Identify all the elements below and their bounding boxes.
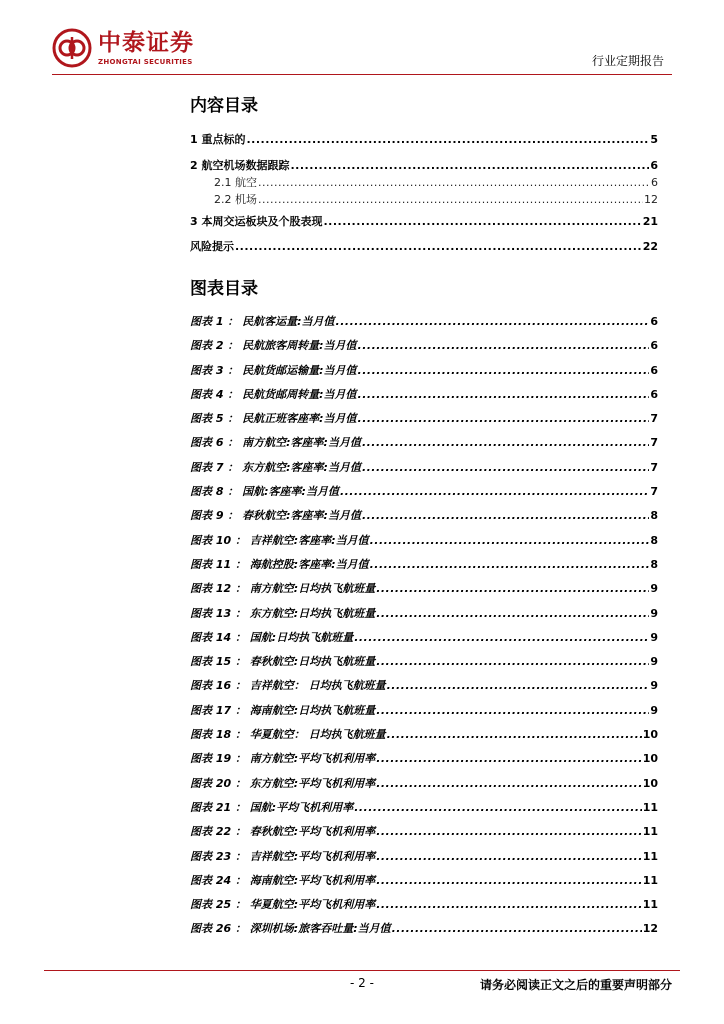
figure-entry-page: 11 (642, 800, 658, 814)
figure-entry-label: 图表 24 ： 海南航空:平均飞机利用率 (190, 873, 376, 887)
toc-leader (376, 825, 641, 839)
figure-toc-entry[interactable] (190, 558, 658, 582)
toc-leader (358, 388, 650, 402)
toc-leader (336, 315, 650, 329)
toc-leader (376, 850, 641, 864)
toc-entry-page: 21 (642, 215, 658, 228)
toc-leader (376, 752, 641, 766)
figure-entry-page: 7 (650, 436, 658, 450)
figure-entry-page: 6 (650, 339, 658, 353)
figure-toc-entry[interactable] (190, 704, 658, 728)
figure-toc-entry[interactable] (190, 315, 658, 339)
figure-entry-page: 8 (650, 557, 658, 571)
page-header (0, 0, 724, 80)
figure-entry-label: 图表 16 ： 吉祥航空： 日均执飞航班量 (190, 679, 386, 693)
figure-toc-entry[interactable] (190, 898, 658, 922)
figure-toc-entry[interactable] (190, 825, 658, 849)
figure-entry-label: 图表 19 ： 南方航空:平均飞机利用率 (190, 752, 376, 766)
figure-toc-entry[interactable] (190, 412, 658, 436)
figure-entry-label: 图表 12 ： 南方航空:日均执飞航班量 (190, 582, 376, 596)
figure-entry-page: 8 (650, 509, 658, 523)
toc-entry[interactable] (190, 159, 658, 173)
figure-toc-entry[interactable] (190, 850, 658, 874)
toc-leader (340, 485, 649, 499)
figure-entry-page: 12 (642, 922, 658, 936)
figure-entry-label: 图表 9 ： 春秋航空:客座率:当月值 (190, 509, 361, 523)
toc-entry-label: 3 本周交运板块及个股表现 (190, 215, 323, 228)
figure-entry-page: 9 (650, 679, 658, 693)
figure-entry-page: 11 (642, 849, 658, 863)
figure-toc-entry[interactable] (190, 728, 658, 752)
figure-entry-label: 图表 3 ： 民航货邮运输量:当月值 (190, 363, 357, 377)
figure-entry-label: 图表 22 ： 春秋航空:平均飞机利用率 (190, 825, 376, 839)
toc-leader (376, 582, 649, 596)
toc-leader (376, 874, 641, 888)
figure-entry-page: 6 (650, 387, 658, 401)
toc-leader (376, 607, 649, 621)
figure-entry-label: 图表 1 ： 民航客运量:当月值 (190, 315, 335, 328)
figure-entry-label: 图表 17 ： 海南航空:日均执飞航班量 (190, 703, 376, 717)
toc-leader (246, 133, 649, 147)
toc-leader (362, 509, 649, 523)
toc-entry-page: 22 (642, 240, 658, 253)
toc-entry-label: 1 重点标的 (190, 133, 246, 146)
figure-entry-label: 图表 13 ： 东方航空:日均执飞航班量 (190, 606, 376, 620)
toc-entry-label: 2.2 机场 (214, 193, 257, 206)
toc-leader (362, 461, 649, 475)
zhongtai-logo-icon (52, 28, 92, 68)
figure-entry-label: 图表 20 ： 东方航空:平均飞机利用率 (190, 776, 376, 790)
toc-entry[interactable] (190, 133, 658, 147)
figure-entry-label: 图表 15 ： 春秋航空:日均执飞航班量 (190, 655, 376, 669)
figure-entry-label: 图表 21 ： 国航:平均飞机利用率 (190, 800, 354, 814)
toc-leader (258, 176, 650, 190)
toc-leader (370, 534, 650, 548)
figure-entry-page: 11 (642, 873, 658, 887)
footer-disclaimer: 请务必阅读正文之后的重要声明部分 (479, 978, 672, 992)
toc-leader (354, 631, 649, 645)
toc-entry[interactable] (190, 215, 658, 229)
figure-toc-entry[interactable] (190, 752, 658, 776)
toc-entry-page: 6 (650, 159, 658, 172)
toc-leader (376, 898, 641, 912)
figure-entry-page: 7 (650, 485, 658, 499)
figure-toc-entry[interactable] (190, 874, 658, 898)
toc-leader (358, 364, 650, 378)
toc-leader (376, 777, 641, 791)
figure-entry-page: 7 (650, 460, 658, 474)
toc-subentry[interactable] (190, 176, 658, 190)
figure-entry-label: 图表 23 ： 吉祥航空:平均飞机利用率 (190, 849, 376, 863)
toc-leader (290, 159, 649, 173)
figure-toc-entry[interactable] (190, 509, 658, 533)
figure-entry-page: 6 (650, 315, 658, 328)
figure-toc-entry[interactable] (190, 388, 658, 412)
figure-toc-entry[interactable] (190, 777, 658, 801)
figure-entry-label: 图表 26 ： 深圳机场:旅客吞吐量:当月值 (190, 922, 391, 936)
figure-toc-entry[interactable] (190, 631, 658, 655)
toc-leader (370, 558, 650, 572)
figure-toc-entry[interactable] (190, 461, 658, 485)
figure-entry-label: 图表 7 ： 东方航空:客座率:当月值 (190, 460, 361, 474)
figure-toc-entry[interactable] (190, 922, 658, 946)
toc-leader (387, 679, 650, 693)
figure-toc-entry[interactable] (190, 607, 658, 631)
figure-entry-page: 9 (650, 630, 658, 644)
toc-entry-page: 5 (650, 133, 658, 146)
toc-entry-page: 12 (644, 193, 658, 206)
figure-toc-entry[interactable] (190, 364, 658, 388)
figure-entry-page: 10 (642, 752, 658, 766)
toc-entry-label: 风险提示 (190, 240, 234, 253)
figure-entry-page: 9 (650, 655, 658, 669)
footer-divider (44, 970, 680, 971)
header-divider (52, 74, 672, 75)
figure-toc-entry[interactable] (190, 679, 658, 703)
toc-leader (376, 704, 649, 718)
toc-leader (358, 412, 650, 426)
brand-name-cn: 中泰证券 (98, 30, 194, 56)
figure-entry-label: 图表 8 ： 国航:客座率:当月值 (190, 485, 339, 499)
toc-entry-label: 2.1 航空 (214, 176, 257, 189)
report-type: 行业定期报告 (591, 54, 664, 68)
figure-entry-page: 10 (642, 728, 658, 742)
figure-entry-page: 7 (650, 412, 658, 426)
toc-leader (392, 922, 642, 936)
content-toc-title: 内容目录 (190, 96, 258, 116)
toc-leader (258, 193, 643, 207)
figure-entry-label: 图表 4 ： 民航货邮周转量:当月值 (190, 387, 357, 401)
figure-toc (190, 315, 658, 947)
toc-entry[interactable] (190, 240, 658, 254)
toc-entry-label: 2 航空机场数据跟踪 (190, 159, 290, 172)
figure-toc-entry[interactable] (190, 655, 658, 679)
toc-leader (362, 436, 649, 450)
figure-toc-entry[interactable] (190, 485, 658, 509)
toc-leader (354, 801, 641, 815)
toc-leader (376, 655, 649, 669)
figure-entry-page: 9 (650, 582, 658, 596)
brand-name-en: ZHONGTAI SECURITIES (98, 58, 193, 66)
figure-toc-entry[interactable] (190, 339, 658, 363)
figure-entry-page: 6 (650, 363, 658, 377)
figure-toc-entry[interactable] (190, 436, 658, 460)
figure-entry-page: 9 (650, 703, 658, 717)
toc-leader (358, 339, 650, 353)
toc-leader (387, 728, 642, 742)
figure-entry-page: 9 (650, 606, 658, 620)
figure-entry-label: 图表 11 ： 海航控股:客座率:当月值 (190, 557, 369, 571)
figure-entry-page: 11 (642, 825, 658, 839)
toc-subentry[interactable] (190, 193, 658, 207)
figure-entry-label: 图表 14 ： 国航:日均执飞航班量 (190, 630, 354, 644)
figure-entry-page: 10 (642, 776, 658, 790)
figure-entry-label: 图表 5 ： 民航正班客座率:当月值 (190, 412, 357, 426)
figure-toc-entry[interactable] (190, 582, 658, 606)
page-number: - 2 - (350, 976, 374, 990)
figure-entry-label: 图表 2 ： 民航旅客周转量:当月值 (190, 339, 357, 353)
figure-toc-entry[interactable] (190, 534, 658, 558)
figure-entry-label: 图表 25 ： 华夏航空:平均飞机利用率 (190, 898, 376, 912)
figure-entry-page: 8 (650, 533, 658, 547)
toc-leader (323, 215, 641, 229)
figure-toc-title: 图表目录 (190, 279, 258, 299)
figure-entry-label: 图表 18 ： 华夏航空： 日均执飞航班量 (190, 728, 386, 742)
figure-entry-page: 11 (642, 898, 658, 912)
toc-leader (235, 240, 642, 254)
figure-entry-label: 图表 6 ： 南方航空:客座率:当月值 (190, 436, 361, 450)
toc-entry-page: 6 (651, 176, 658, 189)
figure-entry-label: 图表 10 ： 吉祥航空:客座率:当月值 (190, 533, 369, 547)
figure-toc-entry[interactable] (190, 801, 658, 825)
